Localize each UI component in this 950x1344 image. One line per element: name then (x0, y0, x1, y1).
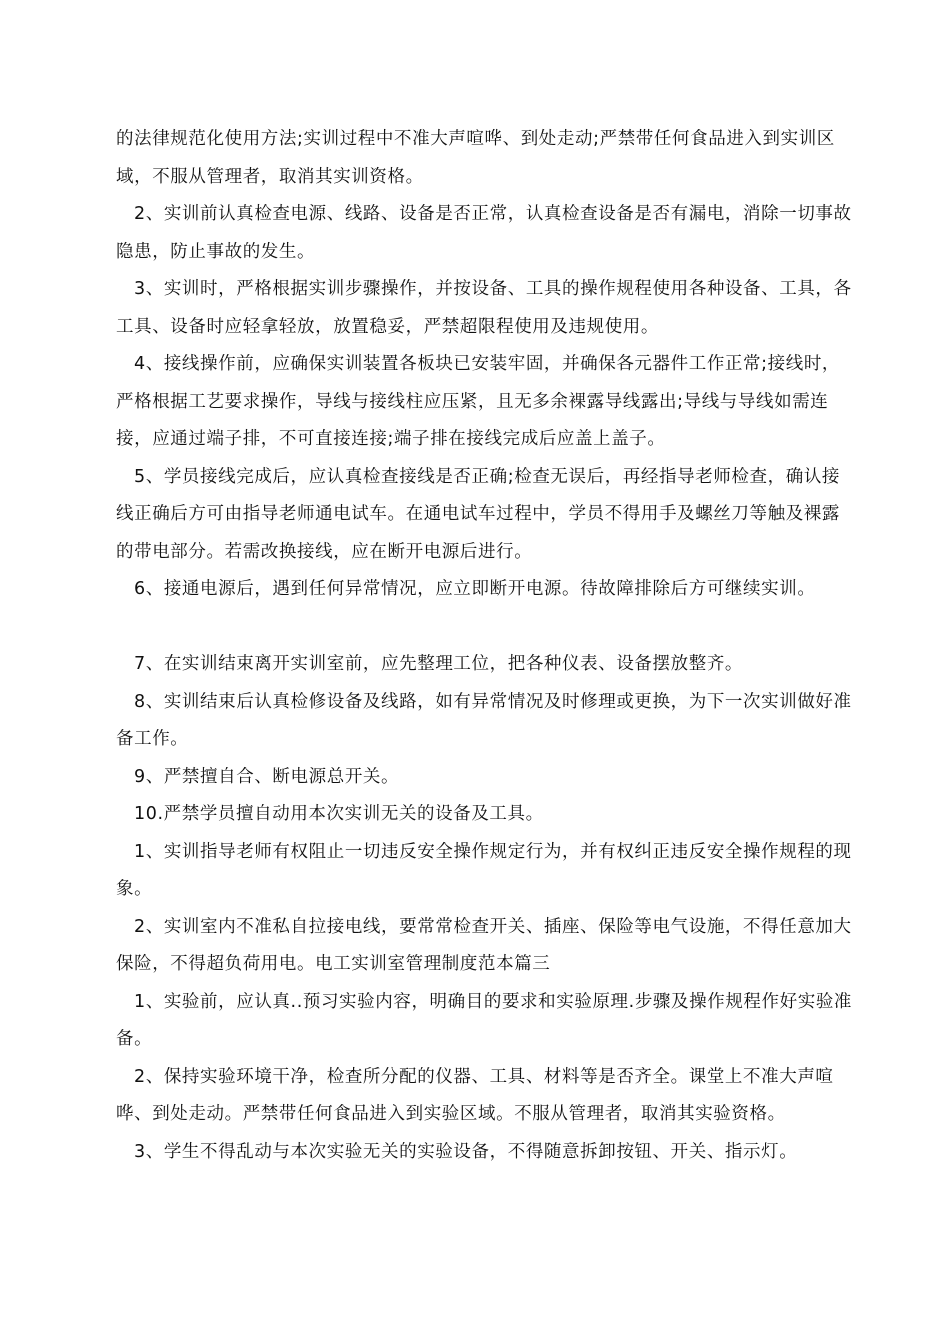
paragraph-item-7: 7、在实训结束离开实训室前，应先整理工位，把各种仪表、设备摆放整齐。 (134, 654, 744, 674)
paragraph-continuation: 的法律规范化使用方法;实训过程中不准大声喧哗、到处走动;严禁带任何食品进入到实训区域，不服从管理者，取消其实训资格。 (116, 129, 835, 187)
paragraph-item-8: 8、实训结束后认真检修设备及线路，如有异常情况及时修理或更换，为下一次实训做好准备工作。 (116, 691, 852, 749)
paragraph-rule-1: 1、实训指导老师有权阻止一切违反安全操作规定行为，并有权纠正违反安全操作规程的现象。 (116, 841, 852, 899)
paragraph-item-4: 4、接线操作前，应确保实训装置各板块已安装牢固，并确保各元器件工作正常;接线时，严格根据工艺要求操作，导线与接线柱应压紧，且无多余裸露导线露出;导线与导线如需连接，应通过端子排，不可直接连接;端子排在接线完成后应盖上盖子。 (116, 354, 841, 449)
paragraph-item-10: 10.严禁学员擅自动用本次实训无关的设备及工具。 (134, 804, 544, 824)
paragraph-item-2: 2、实训前认真检查电源、线路、设备是否正常，认真检查设备是否有漏电，消除一切事故隐患，防止事故的发生。 (116, 204, 852, 262)
paragraph-rule-2: 2、实训室内不准私自拉接电线，要常常检查开关、插座、保险等电气设施，不得任意加大保险，不得超负荷用电。电工实训室管理制度范本篇三 (116, 916, 852, 974)
paragraph-item-9: 9、严禁擅自合、断电源总开关。 (134, 766, 400, 787)
paragraph-item-3: 3、实训时，严格根据实训步骤操作，并按设备、工具的操作规程使用各种设备、工具，各工具、设备时应轻拿轻放，放置稳妥，严禁超限程使用及违规使用。 (116, 279, 852, 337)
paragraph-item-5: 5、学员接线完成后，应认真检查接线是否正确;检查无误后，再经指导老师检查，确认接线正确后方可由指导老师通电试车。在通电试车过程中，学员不得用手及螺丝刀等触及裸露的带电部分。若需改换接线，应在断开电源后进行。 (116, 466, 841, 562)
paragraph-lab-rule-3: 3、学生不得乱动与本次实验无关的实验设备，不得随意拆卸按钮、开关、指示灯。 (134, 1141, 798, 1162)
paragraph-lab-rule-2: 2、保持实验环境干净，检查所分配的仪器、工具、材料等是否齐全。课堂上不准大声喧哗、到处走动。严禁带任何食品进入到实验区域。不服从管理者，取消其实验资格。 (116, 1066, 834, 1124)
blank-line (116, 609, 856, 647)
paragraph-lab-rule-1: 1、实验前，应认真..预习实验内容，明确目的要求和实验原理.步骤及操作规程作好实验准备。 (116, 991, 853, 1049)
document-body (116, 121, 856, 1171)
paragraph-item-6: 6、接通电源后，遇到任何异常情况，应立即断开电源。待故障排除后方可继续实训。 (134, 579, 816, 599)
